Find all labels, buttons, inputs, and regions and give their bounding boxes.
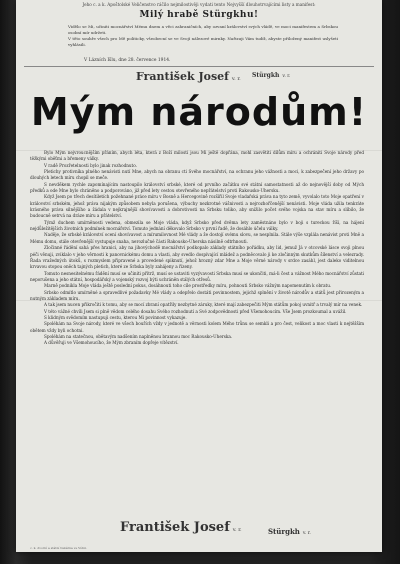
notice-paragraph: V těto souhře všech pro Mě politicky, všeobecní se ve Svojí nálezové mirnky. Nařizuji Vám tudíž, abyste přiložený manifest uslyšeti vyhlásili. [68, 36, 338, 47]
vr-mark: v. r. [232, 527, 242, 533]
body-paragraph: Spoléhám na Svoje národy, které ve všech bouřích vždy v jednotě a věrnosti kolem Mého trůnu se semkli a pro čest, velikost a moc vlasti k nejtěžším obětem vždy byli ochotni. [30, 321, 364, 333]
vr-mark: v. r. [282, 74, 291, 79]
poster-title: Mým národům! [30, 90, 368, 134]
body-paragraph: Bylo Mým nejvroucnějším přáním, abych léta, která z Boží milosti jsou Mi ještě dopřána, mohl zasvětiti dílům míru a ochrániti Svoje národy před těžkými oběťmi a břemeny války. [30, 150, 364, 162]
notice-paragraph: Vidělo se Mi, učiniti mocnářství Mému dnem a věci zahraničních, aby ozvaní království svých vládě, ve moci manifestem a Srbskou osobní mír udržeti. [68, 24, 338, 35]
body-paragraph: Když Jsem po třech desítiletích požehnané práce míru v Bosně a Hercegovině rozšířil Svoje vladařská práva na tyto země, vyvolalo toto Moje opatření v království srbském, jehož práva nijakým způsobem nebyla porušena, výbuchy nezkrotné vášnivosti a nejrozhořčenější nenávisti. Moje vláda užila tenkráte krásného práva silnějšího a žádala v nejkrajnější shovívavosti a dobrotivosti na Srbsku toliko, aby snížilo počet svého vojska na stav míru a slíbilo, že budoucně setrvá na dráze míru a přátelství. [30, 194, 364, 219]
minister-name: Stürgkh [268, 527, 300, 536]
emperor-signature-top [136, 70, 241, 83]
body-paragraph: Naděje, že srbské království ocení shovívavost a mírumilovnost Mé vlády a že dostojí svému slovu, se nesplnila. Stále výše vzplála nenávist proti Mně a Mému domu, stále otevřenější vystupuje snaha, nerozlučné části Rakousko-Uherska násilně odtrhnouti. [30, 232, 364, 244]
body-paragraph: Srbsko odmítlo umírněné a spravedlivé požadavky Mé vlády a odepřelo dostáti povinnostem, jejichž splnění v životě národův a států jest přirozeným a nutným základem míru. [30, 289, 364, 301]
body-paragraph: A důvěřuji ve Všemohoucího, že Mým zbraním dopřeje vítězství. [44, 340, 179, 346]
vr-mark: v. r. [302, 531, 311, 536]
minister-signature-top [252, 72, 290, 79]
minister-name: Stürgkh [252, 72, 280, 79]
printer-imprint: c. k. dvorní a státní tiskárna ve Vídni. [30, 546, 88, 550]
body-paragraph: Pletichy protivníka plného nenávisti nutí Mne, abych na obranu cti Svého mocnářství, na ochranu jeho vážnosti a moci, k zabezpečení jeho državy po dlouhých letech míru chopil se meče. [30, 169, 364, 181]
proclamation-poster [16, 0, 382, 552]
body-paragraph: Týmž duchem umírněnosti vedena, obmezila se Moje vláda, když Srbsko před dvěma lety zaměstnáno bylo v boji s tureckou říší, na hájení nejdůležitějších životních podmínek mocnářství. Tomuto jednání děkovalo Srbsko v první řadě, že dosáhlo účelu války. [30, 219, 364, 232]
minister-signature-bottom [268, 527, 311, 536]
place-date: V Lázních Išlu, dne 28. července 1914. [84, 58, 171, 63]
body-paragraph: S nevděkem rychle zapomínajícím nastoupilo království srbské, které od prvního začátku své státní samostatnosti až do nejnovější doby od Mých předků a ode Mne bylo chráněno a podporováno, již před lety cestou otevřeného nepřátelství proti Rakousko-Uhersku. [30, 181, 364, 194]
vr-mark: v. r. [231, 76, 241, 82]
emperor-name: František Josef [120, 520, 230, 535]
body-paragraph: S klidným svědomím nastupuji cestu, kterou Mi povinnost vykazuje. [44, 314, 187, 320]
body-paragraph: Spoléhám na statečnou, obětavým nadšením naplněnou brannou moc Rakousko-Uherska. [44, 333, 233, 339]
divider [24, 66, 374, 67]
body-paragraph: Tomuto nesnesitelnému řádění musí se učiniti přítrž, musí se ustaviti vyzývavosti Srbska musí se ukončiti, má-li čest a vážnost Mého mocnářství zůstati neporušena a jeho státní, hospodářský a vojenský rozvoj býti uchráněn stálých otřesů. [30, 270, 364, 282]
emperor-name: František Josef [136, 70, 229, 83]
body-paragraph: Marně podnikla Moje vláda ještě poslední pokus, dosáhnouti toho cíle prostředky míru, pohnouti Srbsko vážným napomenutím k obratu. [44, 283, 332, 289]
addressee: Milý hrabě Stürgkhu! [139, 10, 259, 20]
body-paragraph: V této vážné chvíli Jsem si plně vědom celého dosahu Svého rozhodnutí a Své zodpovědnosti před Všemohoucím. Vše Jsem prozkoumal a uvážil. [44, 308, 347, 314]
body-paragraph: A tak jsem nucen přikročiti k tomu, aby se mocí zbraní opatřily nezbytné záruky, které mají zabezpečiti Mým státům pokoj uvnitř a trvalý mír na venek. [44, 302, 363, 308]
manifesto-body [30, 150, 364, 347]
emperor-signature-bottom [120, 520, 242, 535]
body-paragraph: V radě Prozřetelnosti bylo jinak rozhodnuto. [44, 162, 137, 168]
intro-line: Jeho c. a k. Apoštolské Veličenstvo ráčilo nejmilostivěji vydati tento Nejvyšší dlouhotrvajícími listy a manifest: [82, 2, 316, 7]
body-paragraph: Zločinné řádění sahá přes hranici, aby na jihovýchodě mocnářství podkopalo základy státního pořádku, aby lid, jemuž Já v otcovské lásce svoji plnou péči věnuji, zviklalo v jeho věrnosti k panovnickému domu a vlasti, aby svedlo dospívající mládež a podněcovalo ji ke zločinným skutkům šílenství a velezrady. Řada vražedných útoků, s rozmyslem připravené a provedené spiknutí, jehož hrozný zdar Mne a Moje věrné národy v srdce zasáhl, jest daleko viditelnou krvavou stopou oněch tajných pletich, které ze Srbska byly zahájeny a řízeny. [30, 245, 364, 270]
